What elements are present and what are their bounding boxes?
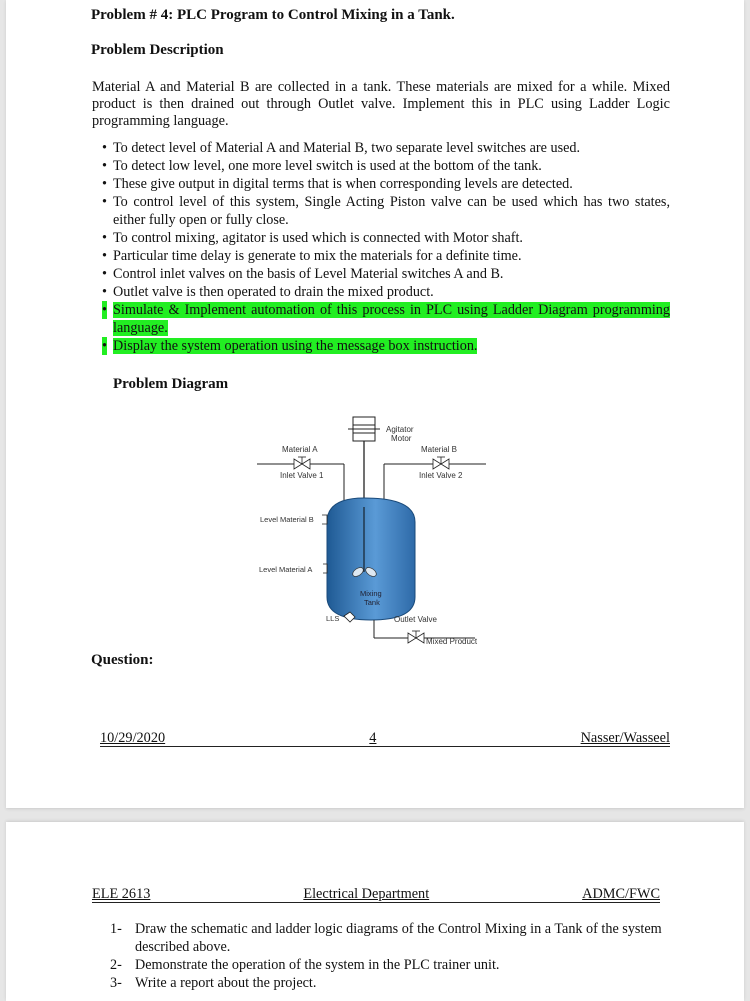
page-footer [100,728,670,747]
question-list [110,920,676,992]
mixed-product-label: Mixed Product [426,637,478,646]
list-item: • To control level of this system, Single Acting Piston valve can be used which has two states, either fully open or fully close. [102,194,670,228]
list-item: • To detect level of Material A and Material B, two separate level switches are used. [102,140,581,156]
question-heading: Question: [91,652,154,668]
agitator-label: Agitator [386,425,414,434]
inlet-valve-2-label: Inlet Valve 2 [419,471,463,480]
motor-label: Motor [391,434,412,443]
description-paragraph: Material A and Material B are collected in a tank. These materials are mixed for a while. Mixed product is then drained out through Outlet valve. Implement this in PLC using Ladder Logic programming language. [92,79,670,129]
footer-date: 10/29/2020 [100,730,166,746]
outlet-valve-icon [408,631,424,643]
list-item: • Control inlet valves on the basis of Level Material switches A and B. [102,266,504,282]
header-department: Electrical Department [303,886,430,902]
material-b-label: Material B [421,445,458,454]
mixing-tank-diagram [240,412,490,652]
list-item: • To detect low level, one more level switch is used at the bottom of the tank. [102,158,542,174]
agitator-motor-icon [348,417,380,507]
level-material-a-label: Level Material A [259,565,313,574]
footer-authors: Nasser/Wasseel [580,730,670,746]
list-item: • Outlet valve is then operated to drain the mixed product. [102,284,434,300]
list-item: • These give output in digital terms that is when corresponding levels are detected. [102,176,573,192]
list-item: 3- Write a report about the project. [110,975,317,991]
tank-label-mixing: Mixing [360,589,382,598]
inlet-valve-1-icon [294,457,310,469]
inlet-valve-2-icon [433,457,449,469]
requirements-list [102,139,670,355]
level-material-b-label: Level Material B [260,515,314,524]
header-org: ADMC/FWC [582,886,660,902]
list-item: • Particular time delay is generate to mix the materials for a definite time. [102,248,522,264]
header-course: ELE 2613 [92,886,151,902]
highlighted-list-item: • Simulate & Implement automation of this process in PLC using Ladder Diagram programming language. [102,302,670,336]
lls-label: LLS [326,614,340,623]
highlighted-list-item: • Display the system operation using the message box instruction. [102,338,478,354]
list-item: 2- Demonstrate the operation of the system in the PLC trainer unit. [110,957,500,973]
description-heading: Problem Description [91,42,224,58]
list-item: • To control mixing, agitator is used which is connected with Motor shaft. [102,230,523,246]
level-switch-a-icon [323,564,327,573]
footer-page-number: 4 [369,730,377,746]
page-header [92,884,660,903]
outlet-valve-label: Outlet Valve [394,615,437,624]
material-a-label: Material A [282,445,318,454]
tank-label-tank: Tank [364,598,380,607]
problem-title: Problem # 4: PLC Program to Control Mixing in a Tank. [91,7,455,23]
inlet-valve-1-label: Inlet Valve 1 [280,471,324,480]
level-switch-b-icon [322,515,327,524]
diagram-heading: Problem Diagram [113,376,229,392]
document-page-1 [6,0,744,808]
document-page-2 [6,822,744,1001]
list-item: 1- Draw the schematic and ladder logic diagrams of the Control Mixing in a Tank of the system described above. [110,921,662,955]
